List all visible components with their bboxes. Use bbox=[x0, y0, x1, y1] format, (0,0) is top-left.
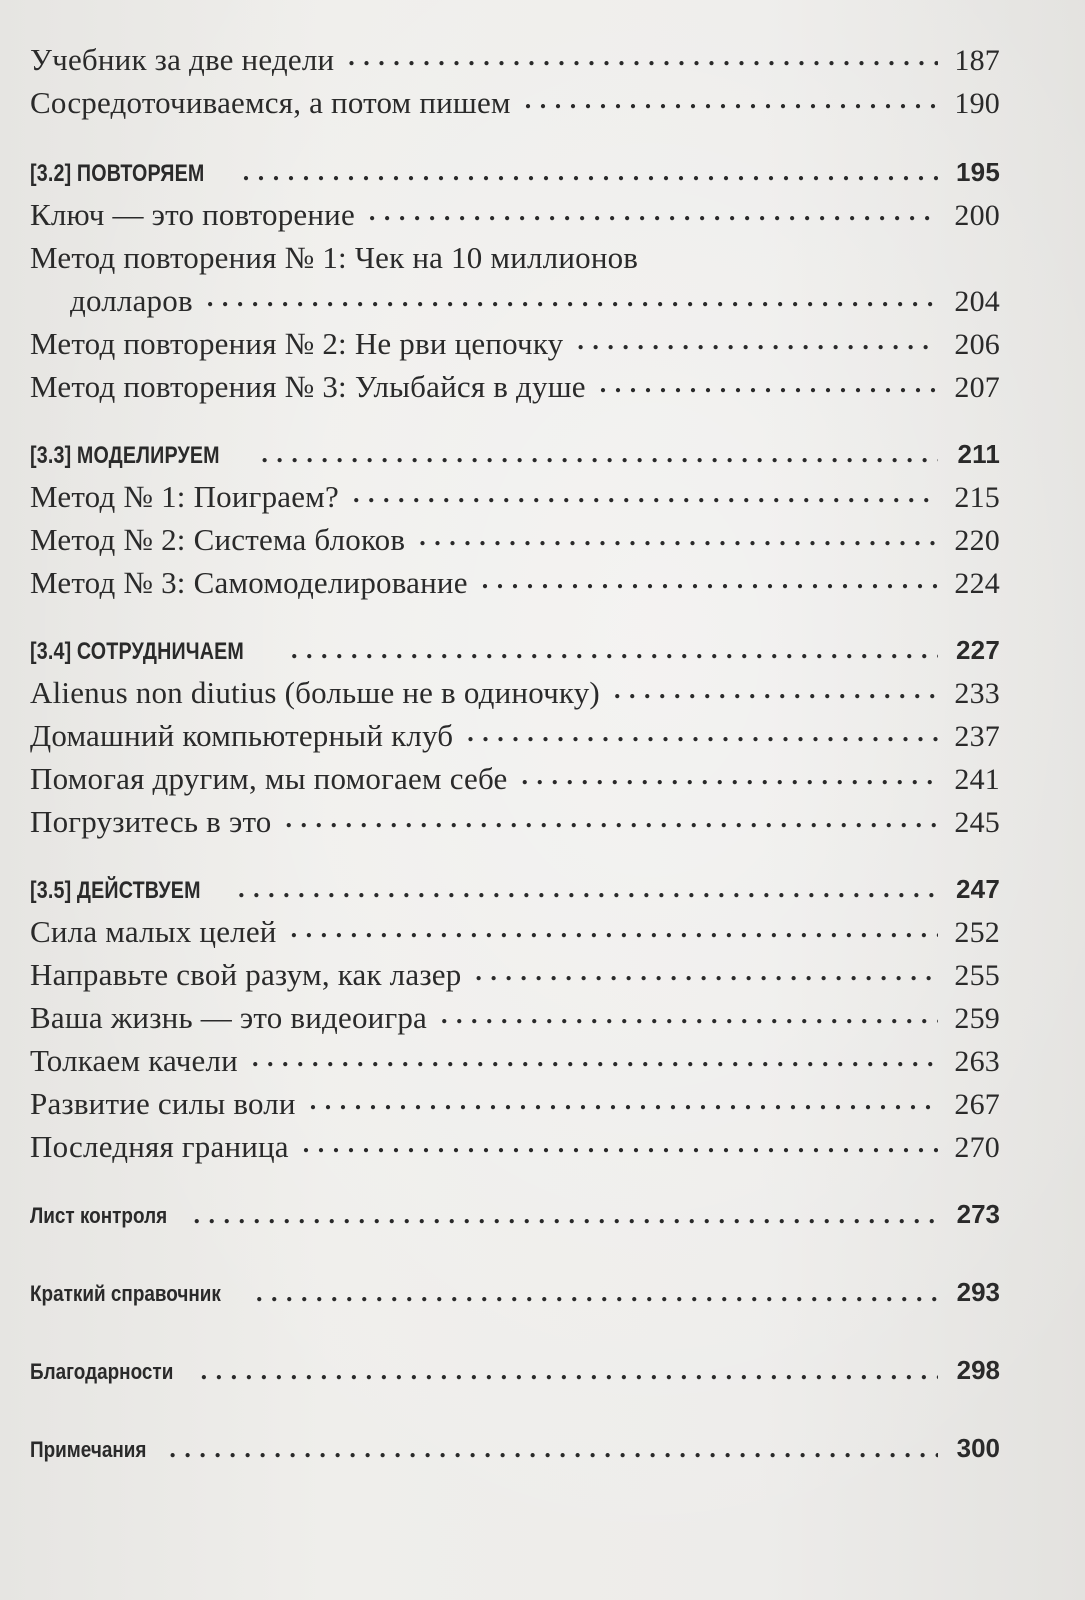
dot-leader bbox=[600, 371, 938, 402]
end-matter-title: Благодарности bbox=[30, 1359, 174, 1384]
section-heading bbox=[30, 151, 1000, 193]
dot-leader bbox=[310, 1088, 938, 1119]
toc-entry-page: 207 bbox=[954, 371, 1000, 404]
toc-entry-page: 241 bbox=[954, 763, 1000, 796]
toc-entry-title: Метод повторения № 3: Улыбайся в душе bbox=[30, 369, 586, 404]
end-matter-page: 298 bbox=[956, 1355, 1000, 1385]
toc-entry-page: 237 bbox=[954, 720, 1000, 753]
toc-entry-page: 206 bbox=[954, 328, 1000, 361]
end-matter-entry bbox=[30, 1193, 1000, 1235]
dot-leader bbox=[291, 638, 938, 662]
toc-entry-title: Alienus non diutius (больше не в одиночку) bbox=[30, 675, 600, 710]
toc-entry-title: Погрузитесь в это bbox=[30, 804, 272, 839]
dot-leader bbox=[238, 877, 938, 901]
dot-leader bbox=[525, 87, 938, 118]
dot-leader bbox=[207, 285, 938, 316]
section-page: 247 bbox=[956, 874, 1000, 904]
toc-entry bbox=[30, 910, 1000, 953]
dot-leader bbox=[419, 524, 938, 555]
toc-entry-title: Ваша жизнь — это видеоигра bbox=[30, 1000, 428, 1035]
toc-entry bbox=[30, 800, 1000, 843]
dot-leader bbox=[291, 916, 938, 947]
toc-entry-page: 263 bbox=[954, 1045, 1000, 1078]
toc-entry-page: 245 bbox=[954, 806, 1000, 839]
section-heading bbox=[30, 433, 1000, 475]
toc-entry bbox=[30, 671, 1000, 714]
toc-entry-title: Помогая другим, мы помогаем себе bbox=[30, 761, 508, 796]
toc-entry-page: 233 bbox=[954, 677, 1000, 710]
toc-entry-page: 224 bbox=[954, 567, 1000, 600]
toc-entry-title: Развитие силы воли bbox=[30, 1086, 296, 1121]
toc-entry-page: 220 bbox=[954, 524, 1000, 557]
toc-entry bbox=[30, 322, 1000, 365]
toc-entry bbox=[30, 561, 1000, 604]
dot-leader bbox=[201, 1359, 938, 1381]
dot-leader bbox=[482, 567, 938, 598]
toc-entry-page: 259 bbox=[954, 1002, 1000, 1035]
dot-leader bbox=[353, 481, 938, 512]
dot-leader bbox=[369, 199, 938, 230]
toc-entry bbox=[30, 714, 1000, 757]
toc-entry-title: долларов bbox=[70, 283, 193, 318]
toc-entry-page: 190 bbox=[954, 87, 1000, 120]
toc-entry-title: Метод повторения № 1: Чек на 10 миллионов bbox=[30, 240, 639, 275]
section-title: [3.3] МОДЕЛИРУЕМ bbox=[30, 442, 220, 469]
dot-leader bbox=[193, 1203, 938, 1225]
dot-leader bbox=[467, 720, 938, 751]
toc-entry-page: 267 bbox=[954, 1088, 1000, 1121]
toc-entry bbox=[30, 81, 1000, 124]
toc-entry bbox=[30, 365, 1000, 408]
toc-entry-page: 204 bbox=[954, 285, 1000, 318]
table-of-contents bbox=[30, 38, 1000, 1469]
dot-leader bbox=[303, 1131, 938, 1162]
dot-leader bbox=[475, 959, 938, 990]
toc-entry-continuation bbox=[30, 279, 1000, 322]
toc-entry-title: Толкаем качели bbox=[30, 1043, 238, 1078]
toc-entry bbox=[30, 757, 1000, 800]
dot-leader bbox=[286, 806, 939, 837]
end-matter-page: 300 bbox=[956, 1433, 1000, 1463]
end-matter-entry bbox=[30, 1427, 1000, 1469]
toc-entry bbox=[30, 1039, 1000, 1082]
toc-entry-title: Учебник за две недели bbox=[30, 42, 335, 77]
section-page: 227 bbox=[956, 635, 1000, 665]
toc-entry-title: Метод № 1: Поиграем? bbox=[30, 479, 339, 514]
dot-leader bbox=[169, 1437, 938, 1459]
dot-leader bbox=[614, 677, 938, 708]
dot-leader bbox=[348, 44, 938, 75]
toc-entry-title: Метод № 3: Самомоделирование bbox=[30, 565, 468, 600]
toc-entry-title: Сила малых целей bbox=[30, 914, 277, 949]
end-matter-entry bbox=[30, 1349, 1000, 1391]
toc-entry-title: Направьте свой разум, как лазер bbox=[30, 957, 462, 992]
toc-entry-title: Метод № 2: Система блоков bbox=[30, 522, 406, 557]
dot-leader bbox=[577, 328, 938, 359]
end-matter-title: Лист контроля bbox=[30, 1203, 168, 1228]
toc-entry-page: 200 bbox=[954, 199, 1000, 232]
toc-entry-title: Сосредоточиваемся, а потом пишем bbox=[30, 85, 511, 120]
toc-entry bbox=[30, 1082, 1000, 1125]
toc-entry bbox=[30, 475, 1000, 518]
toc-entry bbox=[30, 236, 1000, 279]
toc-entry-title: Домашний компьютерный клуб bbox=[30, 718, 454, 753]
toc-entry-page: 215 bbox=[954, 481, 1000, 514]
section-page: 211 bbox=[957, 439, 1000, 469]
dot-leader bbox=[522, 763, 938, 794]
toc-entry-page: 187 bbox=[954, 44, 1000, 77]
toc-entry-page: 255 bbox=[954, 959, 1000, 992]
toc-entry bbox=[30, 518, 1000, 561]
dot-leader bbox=[252, 1045, 938, 1076]
end-matter-title: Краткий справочник bbox=[30, 1281, 221, 1306]
toc-entry bbox=[30, 193, 1000, 236]
dot-leader bbox=[441, 1002, 938, 1033]
dot-leader bbox=[243, 160, 938, 184]
section-title: [3.4] СОТРУДНИЧАЕМ bbox=[30, 638, 244, 665]
toc-entry-title: Ключ — это повторение bbox=[30, 197, 355, 232]
section-page: 195 bbox=[956, 157, 1000, 187]
dot-leader bbox=[261, 442, 938, 466]
toc-entry-title: Метод повторения № 2: Не рви цепочку bbox=[30, 326, 564, 361]
end-matter-page: 273 bbox=[956, 1199, 1000, 1229]
section-title: [3.2] ПОВТОРЯЕМ bbox=[30, 160, 205, 187]
toc-entry bbox=[30, 996, 1000, 1039]
toc-entry-title: Последняя граница bbox=[30, 1129, 289, 1164]
section-heading bbox=[30, 868, 1000, 910]
end-matter-title: Примечания bbox=[30, 1437, 147, 1462]
dot-leader bbox=[256, 1281, 938, 1303]
toc-entry-page: 252 bbox=[954, 916, 1000, 949]
toc-entry bbox=[30, 1125, 1000, 1168]
end-matter-entry bbox=[30, 1271, 1000, 1313]
toc-entry bbox=[30, 953, 1000, 996]
toc-entry-page: 270 bbox=[954, 1131, 1000, 1164]
toc-entry bbox=[30, 38, 1000, 81]
section-title: [3.5] ДЕЙСТВУЕМ bbox=[30, 877, 201, 904]
end-matter-page: 293 bbox=[956, 1277, 1000, 1307]
section-heading bbox=[30, 629, 1000, 671]
